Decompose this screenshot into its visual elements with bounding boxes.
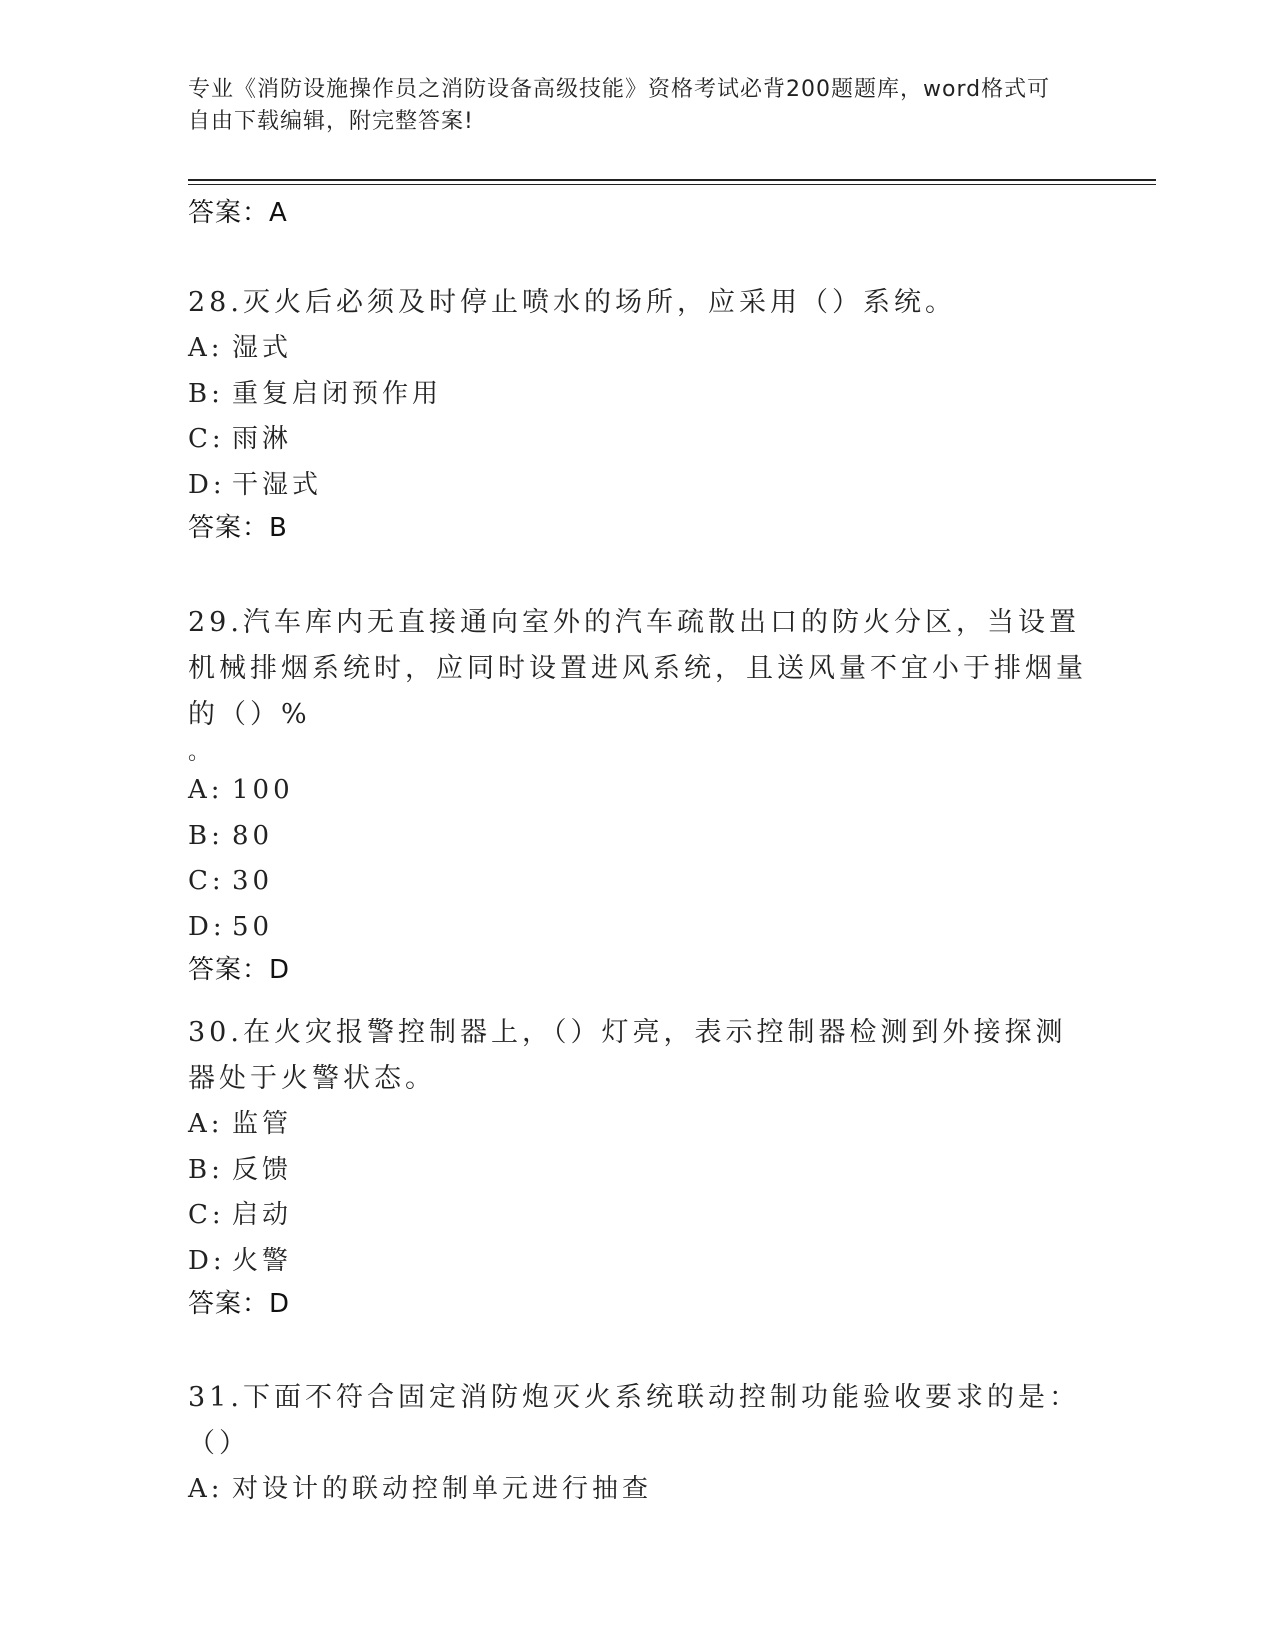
option-c: [188, 1193, 1088, 1239]
option-letter: C:: [188, 1200, 225, 1230]
option-text: 对设计的联动控制单元进行抽查: [232, 1474, 653, 1504]
question-stem-tail: 。: [188, 740, 211, 765]
option-text: 80: [232, 820, 274, 851]
option-d: [188, 1239, 1088, 1285]
option-text: 100: [232, 775, 294, 805]
option-text: 30: [232, 866, 274, 896]
header-rule-thick: [188, 179, 1156, 181]
option-a: [188, 768, 1088, 814]
option-b: [188, 814, 1088, 860]
option-letter: D:: [188, 1245, 226, 1276]
answer-q30: 答案：D: [188, 1289, 291, 1319]
option-d: [188, 905, 1088, 951]
option-letter: B:: [188, 1154, 224, 1185]
answer-q29: 答案：D: [188, 955, 291, 985]
header-rule-thin: [188, 184, 1156, 185]
option-text: 50: [232, 911, 274, 942]
option-text: 湿式: [232, 333, 293, 363]
option-a: [188, 326, 1088, 372]
question-30: [188, 1010, 1088, 1322]
question-28: [188, 280, 1088, 546]
question-stem: 31.下面不符合固定消防炮灭火系统联动控制功能验收要求的是：（）: [188, 1382, 1080, 1459]
option-letter: A:: [188, 1109, 224, 1139]
option-c: [188, 417, 1088, 463]
option-text: 启动: [232, 1200, 293, 1230]
option-text: 反馈: [232, 1154, 293, 1185]
option-text: 火警: [232, 1245, 293, 1276]
option-letter: A:: [188, 333, 224, 363]
option-letter: D:: [188, 911, 226, 942]
option-b: [188, 372, 1088, 418]
option-text: 干湿式: [232, 469, 323, 500]
question-stem: 29.汽车库内无直接通向室外的汽车疏散出口的防火分区，当设置机械排烟系统时，应同时设置进风系统，且送风量不宜小于排烟量的（）%: [188, 607, 1087, 730]
option-d: [188, 463, 1088, 509]
option-letter: B:: [188, 820, 224, 851]
question-stem: 28.灭火后必须及时停止喷水的场所，应采用（）系统。: [188, 287, 956, 318]
question-31: [188, 1375, 1088, 1513]
option-letter: B:: [188, 378, 224, 409]
option-letter: A:: [188, 1474, 224, 1504]
option-b: [188, 1148, 1088, 1194]
option-text: 重复启闭预作用: [232, 378, 443, 409]
option-letter: D:: [188, 469, 226, 500]
answer-q28: 答案：B: [188, 513, 288, 543]
option-text: 监管: [232, 1109, 293, 1139]
option-letter: C:: [188, 424, 225, 454]
option-letter: C:: [188, 866, 225, 896]
option-a: [188, 1467, 1088, 1513]
option-a: [188, 1102, 1088, 1148]
question-stem: 30.在火灾报警控制器上，（）灯亮，表示控制器检测到外接探测器处于火警状态。: [188, 1017, 1067, 1094]
document-intro: 专业《消防设施操作员之消防设备高级技能》资格考试必背200题题库，word格式可自由下载编辑，附完整答案!: [188, 77, 1051, 134]
question-29: [188, 600, 1088, 988]
option-c: [188, 859, 1088, 905]
option-text: 雨淋: [232, 424, 293, 454]
answer-q27: 答案：A: [188, 198, 288, 228]
option-letter: A:: [188, 775, 224, 805]
